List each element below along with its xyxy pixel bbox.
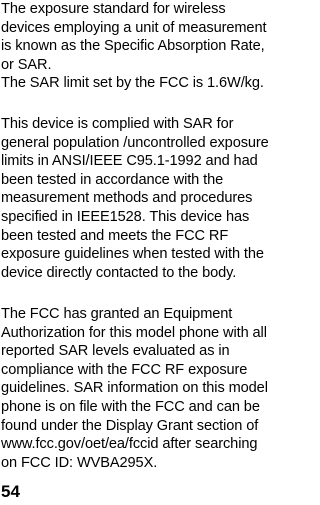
text-line: on FCC ID: WVBA295X. <box>1 454 158 471</box>
text-line: exposure guidelines when tested with the <box>1 246 264 263</box>
text-line: is known as the Specific Absorption Rate, <box>1 38 265 55</box>
text-line: measurement methods and procedures <box>1 190 253 207</box>
text-line: guidelines. SAR information on this model <box>1 380 268 397</box>
page-number: 54 <box>1 482 20 501</box>
text-line: device directly contacted to the body. <box>1 264 237 281</box>
compliance-paragraph <box>1 115 313 282</box>
text-line: or SAR. <box>1 56 52 73</box>
text-line: specified in IEEE1528. This device has <box>1 208 250 225</box>
text-line: The exposure standard for wireless <box>1 1 226 17</box>
text-line: compliance with the FCC RF exposure <box>1 361 248 378</box>
text-line: reported SAR levels evaluated as in <box>1 343 230 360</box>
text-line: been tested in accordance with the <box>1 171 224 188</box>
text-line: The SAR limit set by the FCC is 1.6W/kg. <box>1 75 264 92</box>
text-line: general population /uncontrolled exposure <box>1 134 269 151</box>
sar-definition-paragraph <box>1 0 313 93</box>
text-line: found under the Display Grant section of <box>1 417 259 434</box>
text-line: phone is on file with the FCC and can be <box>1 398 260 415</box>
text-line: This device is complied with SAR for <box>1 116 234 132</box>
text-line: been tested and meets the FCC RF <box>1 227 229 244</box>
text-line: devices employing a unit of measurement <box>1 19 267 36</box>
text-line: www.fcc.gov/oet/ea/fccid after searching <box>1 436 258 453</box>
fcc-authorization-paragraph <box>1 305 313 472</box>
text-line: Authorization for this model phone with all <box>1 324 267 341</box>
text-line: The FCC has granted an Equipment <box>1 306 233 322</box>
text-line: limits in ANSI/IEEE C95.1-1992 and had <box>1 153 258 170</box>
